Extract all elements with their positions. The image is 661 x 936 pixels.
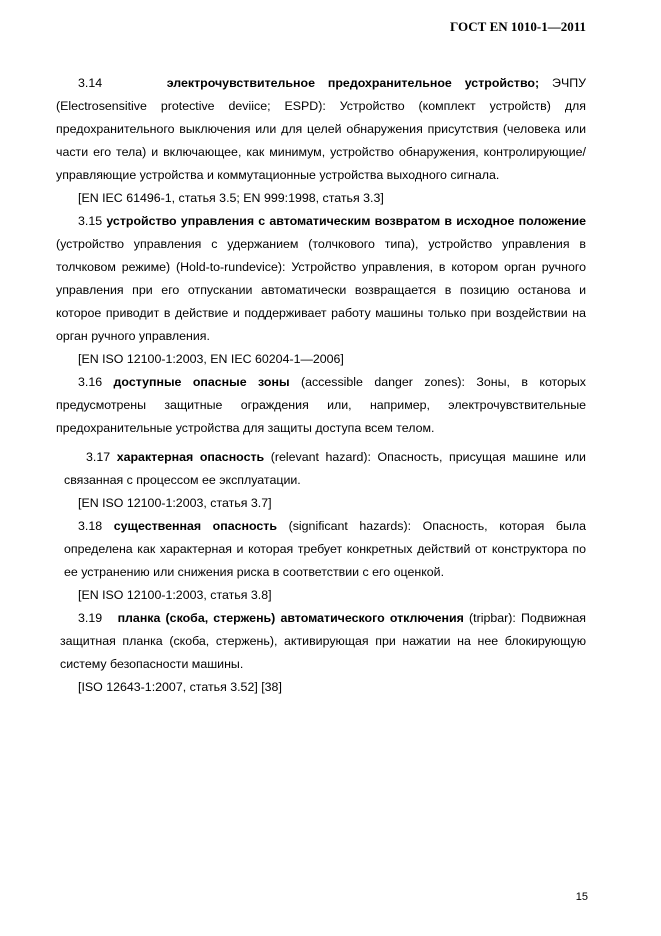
definition-text: (tripbar): Подвижная защитная планка (скоба, стержень), активирующая при нажатии на нее блокирующую систему безопасности машины.: [60, 611, 587, 671]
definition-text: (accessible danger zones): Зоны, в которых предусмотрены защитные ограждения или, например, электрочувствительные предохранительные устройства для защиты доступа всем телом.: [56, 375, 586, 435]
defined-term: планка (скоба, стержень) автоматического отключения: [117, 611, 464, 625]
entry-3-14: [56, 72, 586, 210]
reference: [EN IEC 61496-1, статья 3.5; EN 999:1998, статья 3.3]: [78, 191, 384, 205]
document-body: [56, 72, 586, 699]
clause-number: 3.15: [78, 214, 103, 228]
clause-number: 3.19: [78, 611, 103, 625]
defined-term: доступные опасные зоны: [113, 375, 290, 389]
defined-term: электрочувствительное предохранительное устройство;: [166, 76, 540, 90]
clause-number: 3.17: [86, 450, 111, 464]
reference: [EN ISO 12100-1:2003, статья 3.7]: [78, 496, 272, 510]
definition-text: (significant hazards): Опасность, которая была определена как характерная и которая требует конкретных действий от конструктора по ее устранению или снижения риска в соответствии с его оценкой.: [64, 519, 587, 579]
document-header: ГОСТ EN 1010-1—2011: [450, 19, 586, 34]
definition-text: (relevant hazard): Опасность, присущая машине или связанная с процессом ее эксплуатации.: [64, 450, 586, 487]
definition-paragraph: [60, 607, 586, 676]
reference: [EN ISO 12100-1:2003, EN IEC 60204-1—2006]: [78, 352, 344, 366]
entry-3-16: [56, 371, 586, 440]
page-number: 15: [575, 891, 588, 903]
entry-3-15: [56, 210, 586, 371]
definition-text: ЭЧПУ (Electrosensitive protective deviice; ESPD): Устройство (комплект устройств) для предохранительного выключения или для целей обнаружения присутствия (человека или части его тела) и включающее, как минимум, устройство обнаружения, контролирующие/управляющие устройства и коммутационные устройства выходного сигнала.: [56, 76, 586, 182]
clause-number: 3.16: [78, 375, 103, 389]
entry-3-19: [56, 607, 586, 699]
clause-number: 3.14: [78, 76, 103, 90]
entry-3-17: [56, 446, 586, 515]
definition-paragraph: [56, 72, 586, 187]
defined-term: существенная опасность: [113, 519, 277, 533]
entry-3-18: [56, 515, 586, 607]
defined-term: устройство управления с автоматическим возвратом в исходное положение: [106, 214, 586, 228]
definition-paragraph: [56, 210, 586, 348]
definition-paragraph: [56, 371, 586, 440]
reference: [ISO 12643-1:2007, статья 3.52] [38]: [78, 680, 282, 694]
definition-text: (устройство управления с удержанием (толчкового типа), устройство управления в толчковом режиме) (Hold-to-rundevice): Устройство управления, в котором орган ручного управления при его отпускании автоматически возвращается в позицию останова и которое приводит в действие и поддерживает работу машины только при воздействии на орган ручного управления.: [56, 237, 586, 343]
defined-term: характерная опасность: [116, 450, 265, 464]
definition-paragraph: [64, 515, 586, 584]
clause-number: 3.18: [78, 519, 103, 533]
definition-paragraph: [64, 446, 586, 492]
reference: [EN ISO 12100-1:2003, статья 3.8]: [78, 588, 272, 602]
